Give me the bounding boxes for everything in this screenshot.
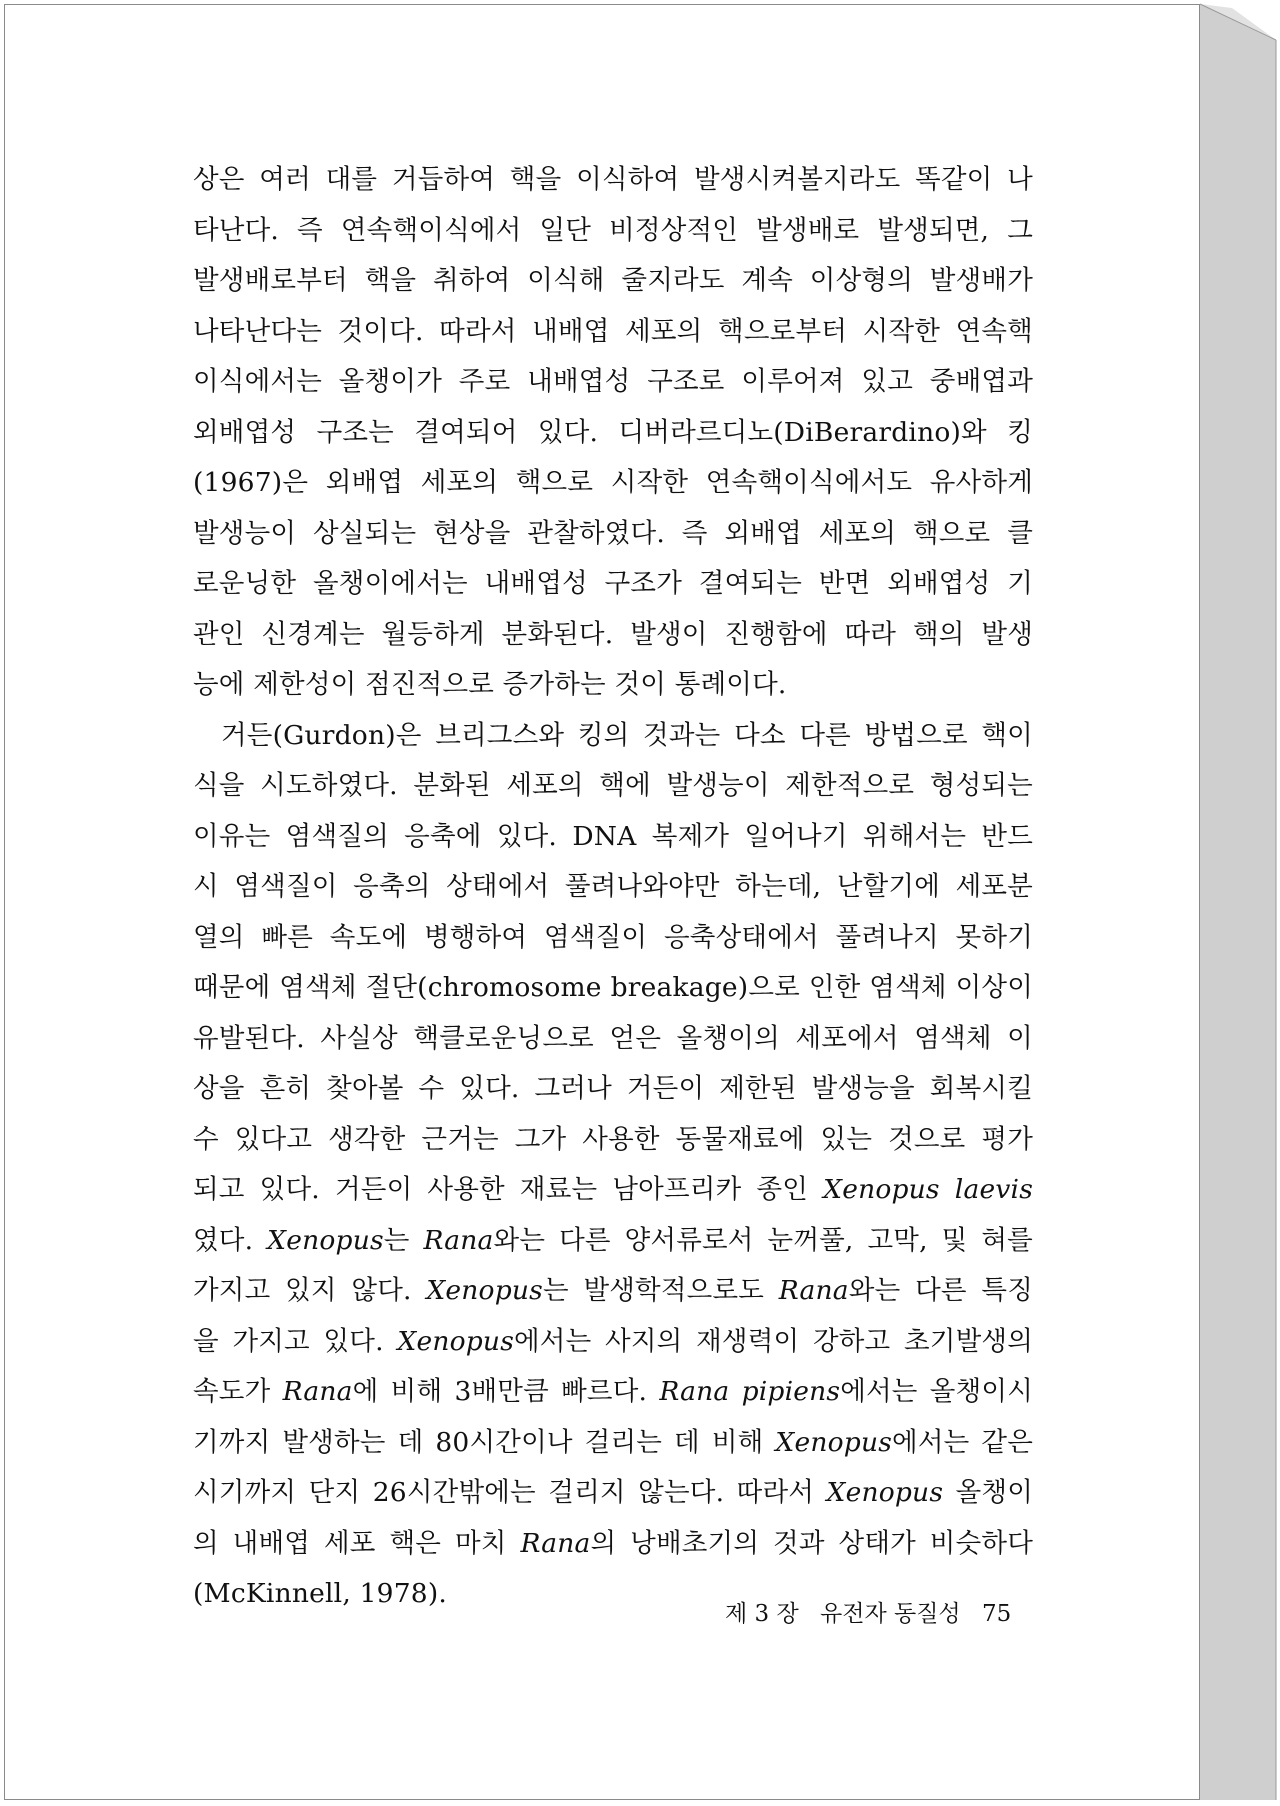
text-line: 기까지 발생하는 데 80시간이나 걸리는 데 비해 Xenopus에서는 같은 [193,1426,1033,1458]
text-line: 상을 흔히 찾아볼 수 있다. 그러나 거든이 제한된 발생능을 회복시킬 [193,1073,1033,1104]
text-line: 의 내배엽 세포 핵은 마치 Rana의 낭배초기의 것과 상태가 비슷하다 [193,1527,1034,1559]
body-text [193,155,1033,1620]
page-number: 75 [981,1601,1012,1627]
text-line: 로운닝한 올챙이에서는 내배엽성 구조가 결여되는 반면 외배엽성 기 [193,568,1033,599]
text-line: 거든(Gurdon)은 브리그스와 킹의 것과는 다소 다른 방법으로 핵이 [221,719,1033,751]
text-line: 타난다. 즉 연속핵이식에서 일단 비정상적인 발생배로 발생되면, 그 [193,214,1033,246]
text-line: 식을 시도하였다. 분화된 세포의 핵에 발생능이 제한적으로 형성되는 [193,770,1033,801]
text-line: 을 가지고 있다. Xenopus에서는 사지의 재생력이 강하고 초기발생의 [193,1325,1033,1357]
text-line: 상은 여러 대를 거듭하여 핵을 이식하여 발생시켜볼지라도 똑같이 나 [193,164,1033,195]
page-footer [725,1595,1011,1628]
text-line: (McKinnell, 1978). [193,1578,448,1609]
text-line: 발생배로부터 핵을 취하여 이식해 줄지라도 계속 이상형의 발생배가 [193,265,1033,296]
text-line: 열의 빠른 속도에 병행하여 염색질이 응축상태에서 풀려나지 못하기 [193,921,1033,953]
text-line: 유발된다. 사실상 핵클로운닝으로 얻은 올챙이의 세포에서 염색체 이 [193,1022,1033,1054]
text-line: 되고 있다. 거든이 사용한 재료는 남아프리카 종인 Xenopus laevis [193,1174,1034,1205]
text-line: 수 있다고 생각한 근거는 그가 사용한 동물재료에 있는 것으로 평가 [193,1123,1033,1155]
text-line: 시기까지 단지 26시간밖에는 걸리지 않는다. 따라서 Xenopus 올챙이 [193,1477,1033,1508]
text-line: 속도가 Rana에 비해 3배만큼 빠르다. Rana pipiens에서는 올챙이시 [193,1376,1033,1407]
text-line: 외배엽성 구조는 결여되어 있다. 디버라르디노(DiBerardino)와 킹 [193,416,1033,448]
book-page [4,4,1200,1800]
text-line: 발생능이 상실되는 현상을 관찰하였다. 즉 외배엽 세포의 핵으로 클 [193,517,1033,549]
text-line: 이유는 염색질의 응축에 있다. DNA 복제가 일어나기 위해서는 반드 [193,820,1033,852]
text-line: 때문에 염색체 절단(chromosome breakage)으로 인한 염색체 이상이 [193,972,1033,1003]
text-line: 가지고 있지 않다. Xenopus는 발생학적으로도 Rana와는 다른 특징 [193,1275,1034,1306]
text-line: 이식에서는 올챙이가 주로 내배엽성 구조로 이루어져 있고 중배엽과 [193,366,1033,397]
text-line: 능에 제한성이 점진적으로 증가하는 것이 통례이다. [193,669,787,700]
footer-chapter-title: 유전자 동질성 [820,1601,961,1627]
text-line: 관인 신경계는 월등하게 분화된다. 발생이 진행함에 따라 핵의 발생 [193,618,1033,650]
text-line: 시 염색질이 응축의 상태에서 풀려나와야만 하는데, 난할기에 세포분 [193,871,1033,902]
text-line: (1967)은 외배엽 세포의 핵으로 시작한 연속핵이식에서도 유사하게 [193,467,1033,498]
footer-chapter: 제 3 장 [725,1601,799,1627]
text-line: 나타난다는 것이다. 따라서 내배엽 세포의 핵으로부터 시작한 연속핵 [193,315,1033,347]
text-line: 였다. Xenopus는 Rana와는 다른 양서류로서 눈꺼풀, 고막, 및 혀를 [193,1224,1033,1256]
